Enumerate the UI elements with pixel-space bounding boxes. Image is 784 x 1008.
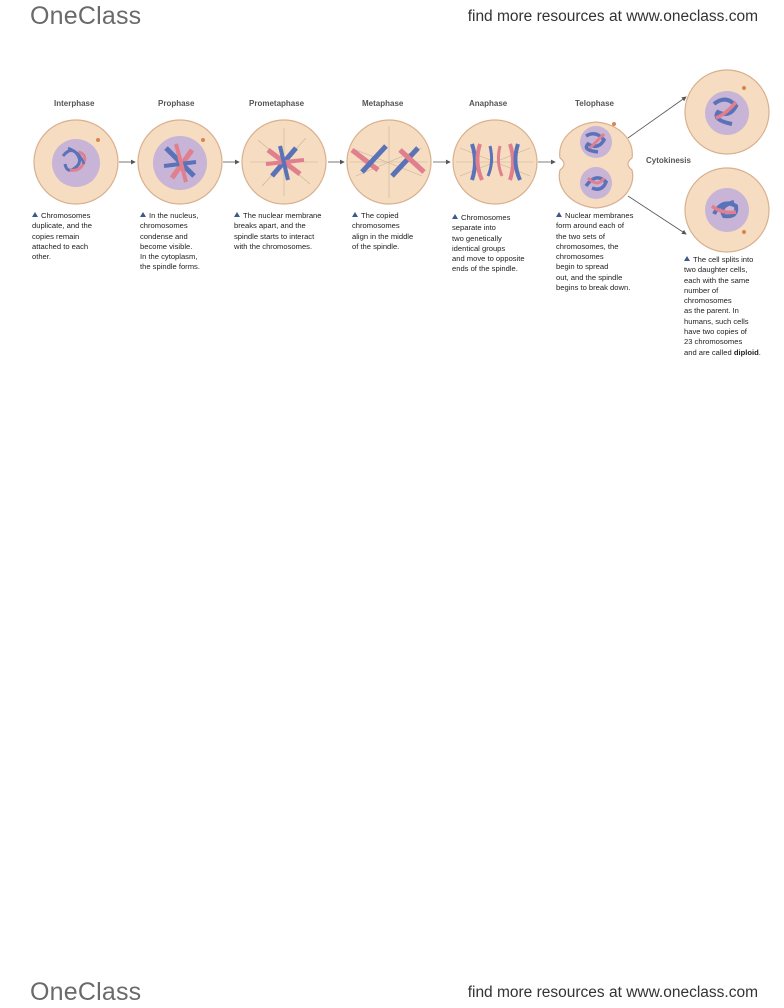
pointer-triangle-icon: [234, 212, 240, 217]
mitosis-figure: [0, 0, 784, 400]
pointer-triangle-icon: [556, 212, 562, 217]
caption-metaphase: The copied chromosomes align in the middle of the spindle.: [352, 211, 414, 251]
prophase-cell: [138, 120, 222, 204]
oneclass-logo-top: OneClass: [30, 2, 142, 30]
telophase-cell: [559, 122, 632, 208]
caption-cytokinesis: The cell splits into two daughter cells, each with the same number of chromosomes as the parent. In humans, such cells have two copies of 23 chromosomes and are called diploid.: [684, 255, 761, 357]
phase-title-telophase: Telophase: [575, 99, 614, 108]
daughter-cell-bottom: [685, 168, 769, 252]
pointer-triangle-icon: [684, 256, 690, 261]
diploid-term: diploid: [733, 347, 759, 357]
anaphase-cell: [453, 120, 537, 204]
resources-link-top[interactable]: find more resources at www.oneclass.com: [467, 8, 758, 25]
oneclass-logo-bottom: OneClass: [30, 978, 142, 1006]
daughter-cell-top: [685, 70, 769, 154]
caption-prometaphase: The nuclear membrane breaks apart, and the spindle starts to interact with the chromosomes.: [234, 211, 322, 251]
phase-title-prophase: Prophase: [158, 99, 195, 108]
caption-anaphase: Chromosomes separate into two genetically identical groups and move to opposite ends of the spindle.: [452, 213, 525, 274]
pointer-triangle-icon: [140, 212, 146, 217]
phase-title-cytokinesis: Cytokinesis: [646, 156, 691, 165]
caption-prophase: In the nucleus, chromosomes condense and become visible. In the cytoplasm, the spindle forms.: [140, 211, 200, 272]
phase-title-prometaphase: Prometaphase: [249, 99, 305, 108]
pointer-triangle-icon: [32, 212, 38, 217]
phase-title-anaphase: Anaphase: [469, 99, 508, 108]
prometaphase-cell: [242, 120, 326, 204]
resources-link-bottom[interactable]: find more resources at www.oneclass.com: [467, 984, 758, 1001]
pointer-triangle-icon: [352, 212, 358, 217]
caption-telophase: Nuclear membranes form around each of the two sets of chromosomes, the chromosomes begin to spread out, and the spindle begins to break down.: [556, 211, 634, 293]
phase-title-metaphase: Metaphase: [362, 99, 404, 108]
pointer-triangle-icon: [452, 214, 458, 219]
phase-title-interphase: Interphase: [54, 99, 95, 108]
interphase-cell: [34, 120, 118, 204]
mitosis-diagram: [0, 0, 784, 400]
caption-interphase: Chromosomes duplicate, and the copies remain attached to each other.: [32, 211, 92, 262]
metaphase-cell: [347, 120, 431, 204]
